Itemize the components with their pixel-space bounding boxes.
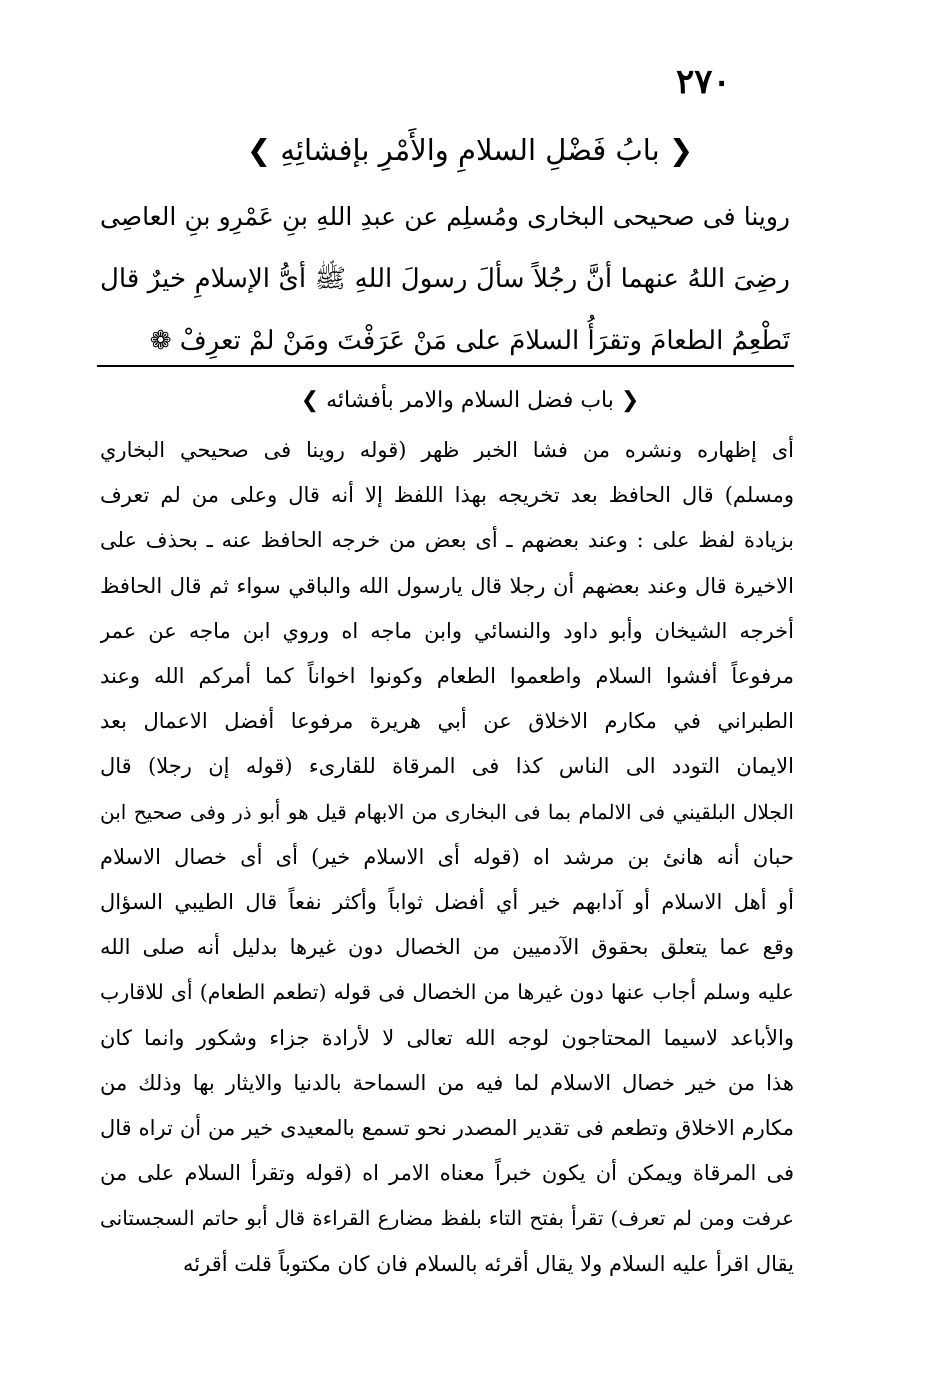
commentary-line: هذا من خير خصال الاسلام لما فيه من السماحة بالدنيا والايثار بها وذلك من xyxy=(100,1070,794,1095)
commentary-line: أو أهل الاسلام أو آدابهم خير أي أفضل ثواباً وأكثر نفعاً قال الطيبي السؤال xyxy=(100,890,794,915)
hadith-line: روينا فى صحيحى البخارى ومُسلِم عن عبدِ اللهِ بنِ عَمْرِو بنِ العاصِى xyxy=(100,202,790,231)
commentary-line: ومسلم) قال الحافظ بعد تخريجه بهذا اللفظ إلا أنه قال وعلى من لم تعرف xyxy=(100,483,794,508)
commentary-title: ❮ باب فضل السلام والامر بأفشائه ❯ xyxy=(300,388,640,413)
commentary-line: يقال اقرأ عليه السلام ولا يقال أقرئه بالسلام فان كان مكتوباً قلت أقرئه xyxy=(183,1251,794,1276)
commentary-line: الجلال البلقيني فى الالمام بما فى البخارى من الابهام قيل هو أبو ذر وفى صحيح ابن xyxy=(100,799,794,824)
commentary-line: والأباعد لاسيما المحتاجون لوجه الله تعالى لا لأرادة جزاء وشكور وانما كان xyxy=(100,1025,794,1050)
commentary-line: حبان أنه هانئ بن مرشد اه (قوله أى الاسلام خير) أى أى خصال الاسلام xyxy=(100,844,794,869)
section-divider xyxy=(97,365,794,367)
commentary-text xyxy=(100,428,794,1287)
commentary-line: عليه وسلم أجاب عنها دون غيرها من الخصال فى قوله (تطعم الطعام) أى للاقارب xyxy=(100,980,794,1005)
commentary-line: الطبراني في مكارم الاخلاق عن أبي هريرة مرفوعا أفضل الاعمال بعد xyxy=(100,709,794,734)
commentary-line: مكارم الاخلاق وتطعم فى تقدير المصدر نحو تسمع بالمعيدى خير من أن تراه قال xyxy=(100,1116,794,1141)
commentary-line: الايمان التودد الى الناس كذا فى المرقاة للقارىء (قوله إن رجلا) قال xyxy=(100,754,794,779)
hadith-line: تَطْعِمُ الطعامَ وتقرَأُ السلامَ على مَنْ عَرَفْتَ ومَنْ لمْ تعرِفْ ❁ xyxy=(149,326,790,356)
hadith-text xyxy=(100,186,790,372)
commentary-line: عرفت ومن لم تعرف) تقرأ بفتح التاء بلفظ مضارع القراءة قال أبو حاتم السجستانى xyxy=(100,1206,794,1231)
commentary-line: أى إظهاره ونشره من فشا الخبر ظهر (قوله روينا فى صحيحي البخاري xyxy=(100,438,794,462)
commentary-line: مرفوعاً أفشوا السلام واطعموا الطعام وكونوا اخواناً كما أمركم الله وعند xyxy=(100,664,794,689)
chapter-title: ❮ بابُ فَضْلِ السلامِ والأَمْرِ بإفشائِهِ ❯ xyxy=(246,133,694,167)
commentary-line: بزيادة لفظ على : وعند بعضهم ـ أى بعض من خرجه الحافظ عنه ـ بحذف على xyxy=(100,528,794,553)
hadith-line: رضِىَ اللهُ عنهما أنَّ رجُلاً سألَ رسولَ اللهِ ﷺ أىُّ الإسلامِ خيرٌ قال xyxy=(100,264,790,294)
commentary-line: وقع عما يتعلق بحقوق الآدميين من الخصال دون غيرها بدليل أنه صلى الله xyxy=(100,935,794,960)
commentary-line: الاخيرة قال وعند بعضهم أن رجلا قال يارسول الله والباقي سواء ثم قال الحافظ xyxy=(100,573,794,598)
commentary-line: أخرجه الشيخان وأبو داود والنسائي وابن ماجه اه وروي ابن ماجه عن عمر xyxy=(100,618,794,643)
commentary-line: فى المرقاة ويمكن أن يكون خبراً معناه الامر اه (قوله وتقرأ السلام على من xyxy=(100,1161,794,1186)
page-number: ٢٧٠ xyxy=(676,62,731,102)
